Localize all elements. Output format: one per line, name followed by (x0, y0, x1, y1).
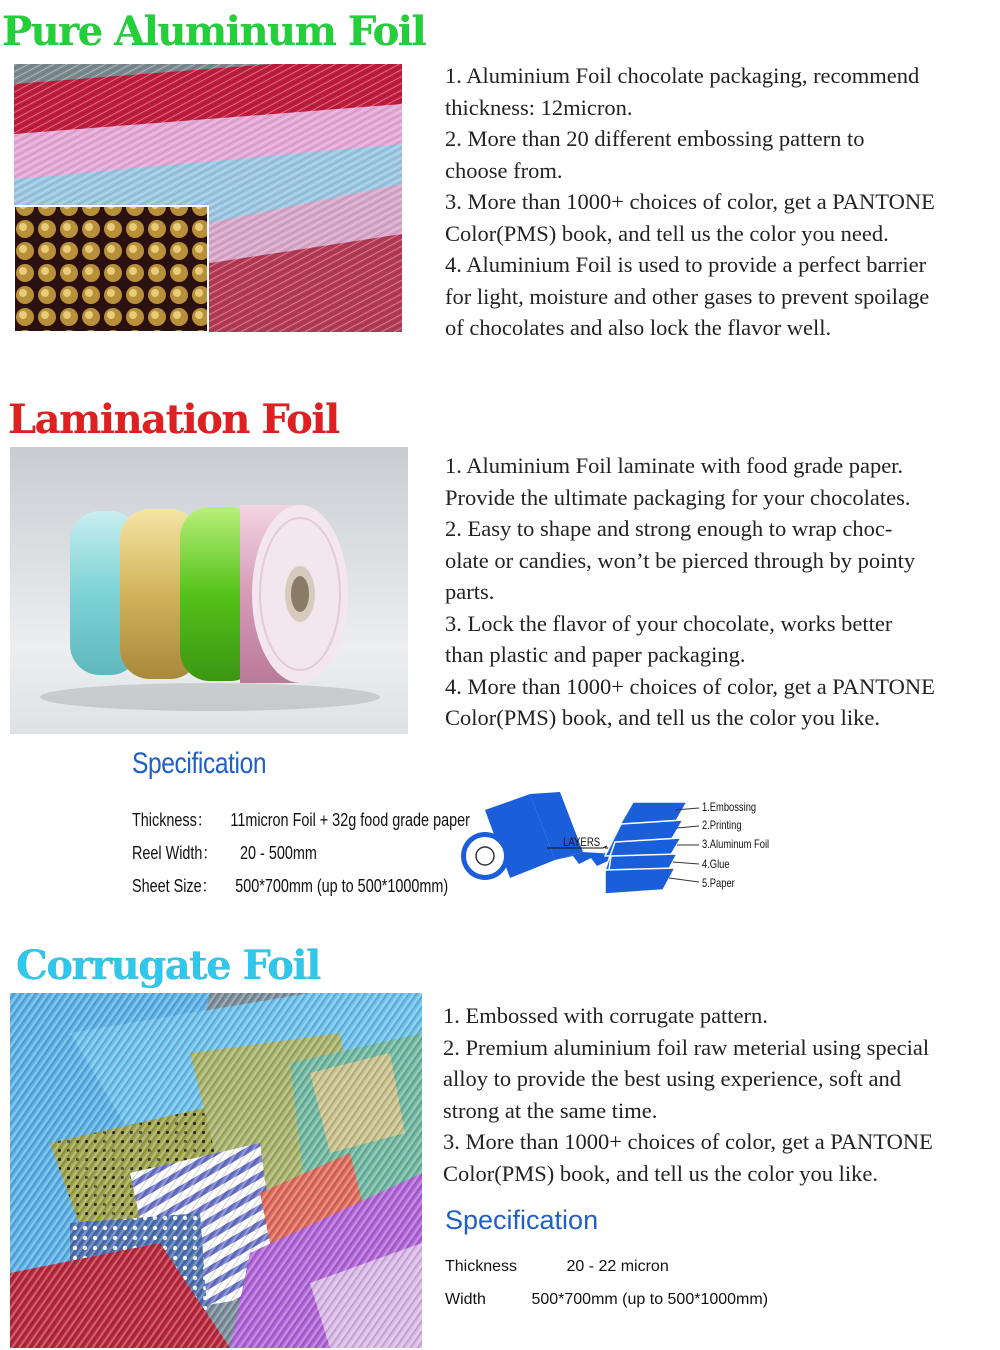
layers-label: LAYERS (563, 835, 601, 849)
text-line: thickness: 12micron. (445, 94, 633, 120)
text-line: olate or candies, won’t be pierced through by pointy (445, 547, 916, 573)
corrugated-foil-collage-photo (10, 993, 422, 1348)
text-line: Provide the ultimate packaging for your chocolates. (445, 484, 911, 510)
layer-item: 1.Embossing (702, 800, 757, 814)
spec-value: 500*700mm (up to 500*1000mm) (235, 876, 449, 896)
spec-label: Thickness (445, 1258, 518, 1275)
text-line: 3. More than 1000+ choices of color, get a PANTONE (445, 189, 935, 214)
foil-rolls-photo (10, 447, 408, 734)
text-line: than plastic and paper packaging. (445, 642, 746, 667)
spec-value: 20 - 500mm (240, 843, 317, 863)
text-line: 1. Embossed with corrugate pattern. (443, 1003, 768, 1028)
text-line: 2. Easy to shape and strong enough to wrap choc- (445, 516, 893, 541)
spec-thickness (132, 806, 470, 832)
corrugate-spec-title: Specification (445, 1205, 599, 1235)
text-line: 1. Aluminium Foil chocolate packaging, recommend (445, 63, 920, 88)
text-line: parts. (445, 579, 495, 604)
text-line: for light, moisture and other gases to prevent spoilage (445, 283, 930, 309)
spec-label: Sheet Size： (132, 876, 217, 896)
lamination-foil-title: Lamination Foil (8, 396, 339, 443)
text-line: 3. More than 1000+ choices of color, get a PANTONE (443, 1129, 933, 1154)
spec-value: 20 - 22 micron (566, 1258, 669, 1275)
text-line: 4. More than 1000+ choices of color, get a PANTONE (445, 673, 935, 699)
text-line: Color(PMS) book, and tell us the color you like. (445, 705, 880, 730)
layer-item: 4.Glue (702, 857, 730, 871)
layer-item: 2.Printing (702, 818, 742, 832)
spec-reel-width (132, 839, 317, 865)
spec-thickness (445, 1258, 669, 1276)
spec-label: Thickness： (132, 810, 212, 830)
spec-value: 11micron Foil + 32g food grade paper (230, 810, 470, 830)
text-line: of chocolates and also lock the flavor well. (445, 315, 832, 340)
spec-label: Reel Width： (132, 843, 217, 863)
text-line: Color(PMS) book, and tell us the color you like. (443, 1160, 878, 1186)
text-line: 3. Lock the flavor of your chocolate, works better (445, 610, 893, 636)
spec-sheet-size (132, 872, 448, 898)
pure-foil-description (445, 60, 935, 344)
colored-foil-sheets-photo (14, 64, 402, 332)
text-line: 2. Premium aluminium foil raw meterial using special (443, 1034, 930, 1060)
corrugate-foil-description (443, 1000, 933, 1189)
layer-item: 3.Aluminum Foil (702, 837, 770, 851)
text-line: strong at the same time. (443, 1097, 658, 1123)
spec-label: Width (445, 1291, 486, 1308)
text-line: choose from. (445, 157, 563, 183)
corrugate-foil-title: Corrugate Foil (16, 942, 320, 989)
text-line: 2. More than 20 different embossing pattern to (445, 126, 865, 151)
spec-width (445, 1291, 768, 1309)
spec-value: 500*700mm (up to 500*1000mm) (531, 1291, 769, 1308)
layer-item: 5.Paper (702, 876, 735, 890)
layers-stack-icon (605, 802, 699, 894)
text-line: Color(PMS) book, and tell us the color you need. (445, 220, 889, 246)
lamination-foil-description (445, 450, 935, 734)
text-line: 1. Aluminium Foil laminate with food grade paper. (445, 453, 904, 478)
lamination-spec-title: Specification (132, 747, 267, 780)
text-line: 4. Aluminium Foil is used to provide a perfect barrier (445, 252, 927, 277)
pure-foil-title: Pure Aluminum Foil (2, 8, 426, 55)
text-line: alloy to provide the best using experience, soft and (443, 1066, 901, 1091)
